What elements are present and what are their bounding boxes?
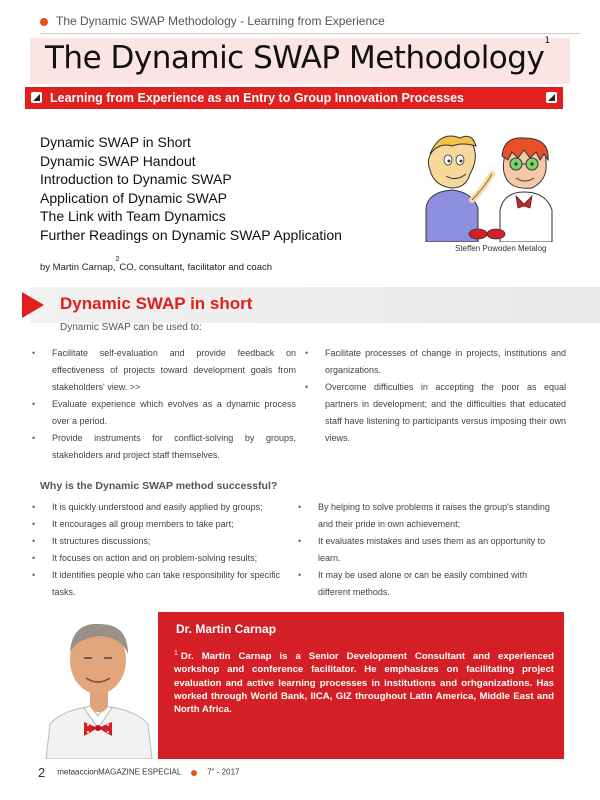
list-item: • It evaluates mistakes and uses them as an opportunity to learn. [296, 533, 556, 567]
uses-list-left [30, 345, 296, 464]
why-list-left [30, 499, 292, 601]
list-item: • It identifies people who can take responsibility for specific tasks. [30, 567, 292, 601]
toc-item[interactable]: Dynamic SWAP in Short [40, 134, 191, 150]
list-item: • It may be used alone or can be easily combined with different methods. [296, 567, 556, 601]
issue-number: 7" - 2017 [207, 767, 240, 777]
author-photo [40, 612, 158, 759]
byline [40, 256, 273, 273]
page-title [45, 36, 550, 76]
running-header [40, 14, 385, 28]
illustration-credit: Steffen Powoden Metalog [455, 244, 547, 253]
author-bio-text [174, 647, 554, 716]
banner-corner-icon-left [31, 92, 42, 103]
why-list-right [296, 499, 556, 601]
page-footer [38, 765, 239, 780]
list-item: • Overcome difficulties in accepting the poor as equal partners in development; and the difficulties that educated staff have listening to participants versus imposing their own views. [303, 379, 566, 447]
page-number: 2 [38, 765, 46, 780]
list-item: • Provide instruments for conflict-solving by groups, stakeholders and project staff themselves. [30, 430, 296, 464]
bio-footnote-marker: 1 [174, 650, 178, 657]
byline-footnote-marker: 2 [115, 256, 120, 263]
toc-item[interactable]: Further Readings on Dynamic SWAP Application [40, 226, 342, 243]
list-item: • It focuses on action and on problem-solving results; [30, 550, 292, 567]
author-bio-box [158, 612, 564, 759]
why-heading: Why is the Dynamic SWAP method successful? [40, 480, 278, 492]
toc-item[interactable]: Introduction to Dynamic SWAP [40, 171, 232, 187]
author-name: Dr. Martin Carnap [176, 622, 277, 636]
footer-dot-icon [191, 770, 197, 776]
toc-item[interactable]: Dynamic SWAP Handout [40, 152, 196, 169]
list-item: • Facilitate self-evaluation and provide feedback on effectiveness of projects toward development goals from stakeholders' view. >> [30, 345, 296, 396]
list-item: • It structures discussions; [30, 533, 292, 550]
toc-item[interactable]: The Link with Team Dynamics [40, 208, 226, 224]
list-item: • It encourages all group members to take part; [30, 516, 292, 533]
list-item: • Facilitate processes of change in projects, institutions and organizations. [303, 345, 566, 379]
list-item: • Evaluate experience which evolves as a dynamic process over a period. [30, 396, 296, 430]
bio-text-body: Dr. Martin Carnap is a Senior Development Consultant and experienced workshop and conference facilitator. He emphasizes on facilitating project evaluation and active learning processes in institutions and orhganizations. Has worked through World Bank, IICA, GIZ throughout Latin America, Middle East and North Africa. [174, 651, 554, 715]
section-title: Dynamic SWAP in short [60, 294, 253, 313]
page-title-text: The Dynamic SWAP Methodology [45, 40, 545, 76]
cartoon-illustration [412, 130, 560, 242]
subtitle-text: Learning from Experience as an Entry to Group Innovation Processes [50, 91, 464, 105]
bullet-dot-icon [40, 18, 48, 26]
list-item: • By helping to solve problems it raises the group's standing and their pride in own achievement; [296, 499, 556, 533]
table-of-contents [40, 133, 342, 244]
banner-corner-icon-right [546, 92, 557, 103]
byline-author: by Martin Carnap, [40, 262, 116, 273]
byline-role: CO, consultant, facilitator and coach [119, 262, 273, 273]
magazine-name: metaaccionMAGAZINE ESPECIAL [57, 767, 182, 777]
running-title: The Dynamic SWAP Methodology - Learning from Experience [56, 14, 385, 28]
list-item: • It is quickly understood and easily applied by groups; [30, 499, 292, 516]
section-arrow-icon [22, 292, 44, 318]
section-intro: Dynamic SWAP can be used to: [60, 322, 202, 333]
uses-list-right [303, 345, 566, 447]
subtitle-banner [25, 87, 563, 109]
header-divider [40, 33, 580, 34]
title-footnote-marker: 1 [544, 36, 550, 46]
toc-item[interactable]: Application of Dynamic SWAP [40, 189, 227, 206]
